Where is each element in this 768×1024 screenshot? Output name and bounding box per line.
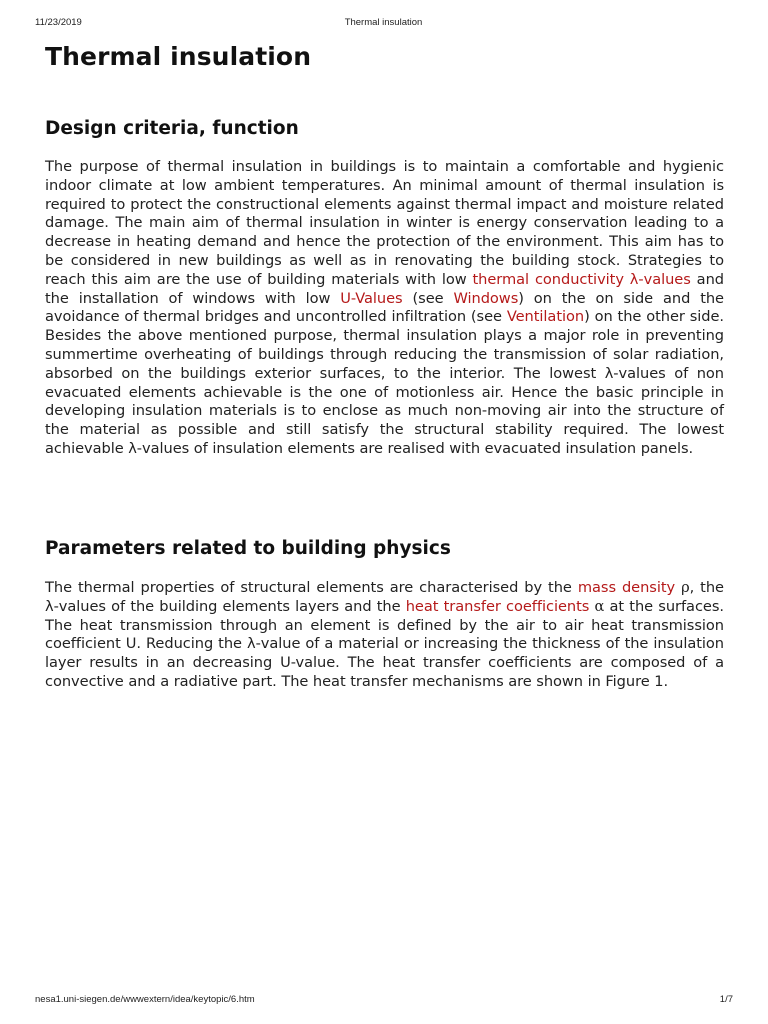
- link-mass-density[interactable]: mass density: [577, 579, 676, 596]
- paragraph-building-physics: [45, 579, 724, 692]
- paragraph-text: (see: [402, 289, 454, 307]
- print-footer: [35, 994, 733, 1008]
- print-url: nesa1.uni-siegen.de/wwwextern/idea/keytopic/6.htm: [35, 994, 255, 1005]
- paragraph-text: and the installation of windows with low: [45, 270, 724, 307]
- paragraph-text: The purpose of thermal insulation in buildings is to maintain a comfortable and hygienic indoor climate at low ambient temperatures. An minimal amount of thermal insulation is required to protect the constructional elements against thermal impact and moisture related damage. The main aim of thermal insulation in winter is energy conservation leading to a decrease in heating demand and hence the protection of the environment. This aim has to be considered in new buildings as well as in renovating the building stock. Strategies to reach this aim are the use of building materials with low: [45, 158, 724, 288]
- page-title: Thermal insulation: [45, 42, 312, 71]
- link-ventilation[interactable]: Ventilation: [506, 308, 585, 326]
- paragraph-text: , the λ-values of the building elements layers and the: [45, 579, 724, 615]
- link-u-values[interactable]: U-Values: [340, 289, 403, 307]
- print-date: 11/23/2019: [35, 17, 82, 28]
- rho-symbol: ρ: [675, 579, 690, 596]
- print-header: [35, 17, 732, 31]
- paragraph-text: at the surfaces. The heat transmission through an element is defined by the air to air heat transmission coefficient U. Reducing the λ-value of a material or increasing the thickness of the insulation layer results in an decreasing U-value. The heat transfer coefficients are composed of a convective and a radiative part. The heat transfer mechanisms are shown in Figure 1.: [45, 597, 724, 690]
- link-windows[interactable]: Windows: [453, 289, 519, 307]
- link-heat-transfer-coefficients[interactable]: heat transfer coefficients: [405, 597, 590, 615]
- section-heading-building-physics: Parameters related to building physics: [45, 538, 451, 559]
- paragraph-text: The thermal properties of structural elements are characterised by the: [45, 579, 578, 596]
- print-header-title: Thermal insulation: [344, 17, 423, 28]
- page-number: 1/7: [719, 994, 733, 1005]
- section-heading-design-criteria: Design criteria, function: [45, 118, 299, 139]
- paragraph-text: ) on the on side and the avoidance of thermal bridges and uncontrolled infiltration (see: [45, 289, 724, 326]
- alpha-symbol: α: [589, 597, 605, 615]
- paragraph-design-criteria: [45, 158, 724, 459]
- paragraph-text: ) on the other side. Besides the above mentioned purpose, thermal insulation plays a major role in preventing summertime overheating of buildings through reducing the transmission of solar radiation, absorbed on the buildings exterior surfaces, to the interior. The lowest λ-values of non evacuated elements achievable is the one of motionless air. Hence the basic principle in developing insulation materials is to enclose as much non-moving air into the structure of the material as possible and still satisfy the structural stability required. The lowest achievable λ-values of insulation elements are realised with evacuated insulation panels.: [45, 308, 724, 457]
- link-thermal-conductivity[interactable]: thermal conductivity λ-values: [472, 270, 691, 288]
